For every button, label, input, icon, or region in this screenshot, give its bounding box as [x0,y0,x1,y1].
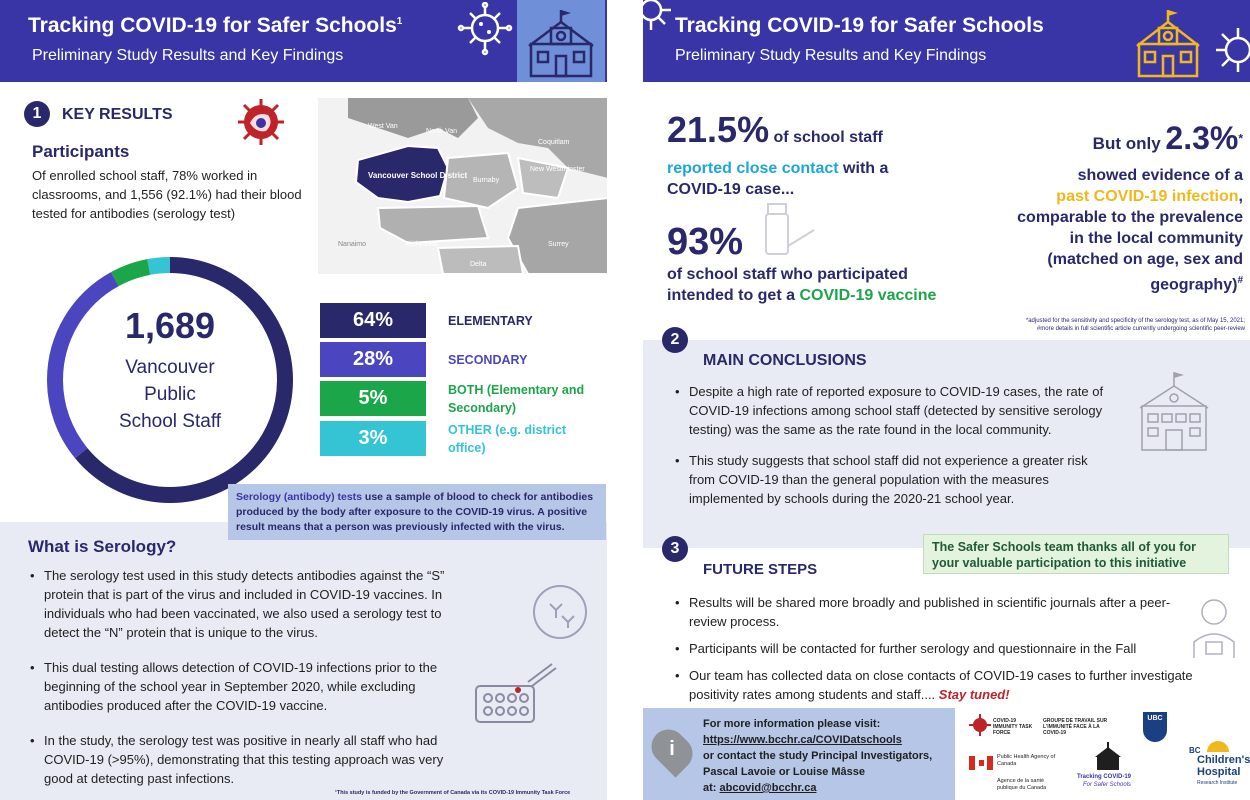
serology-bullets [26,566,466,788]
school-outline-icon [1138,368,1210,454]
stat-past-infection [959,118,1243,295]
map-label-coquitlam: Coquitlam [538,139,570,146]
participants-heading: Participants [32,142,130,161]
key-results-heading: KEY RESULTS [62,106,173,123]
stat-close-contact [667,110,957,200]
citf-fr: GROUPE DE TRAVAIL SUR L'IMMUNITÉ FACE À LA COVID-19 [1043,718,1108,736]
breakdown-label: BOTH (Elementary and Secondary) [448,383,585,415]
contact-email-prefix: at: [703,782,720,794]
citf-logo-icon [969,714,991,736]
stat-past-infection-comma: , [1238,188,1243,205]
map-label-richmond: Richmond [406,241,438,248]
section-number-1: 1 [24,101,50,127]
conclusion-bullet: • This study suggests that school staff did not experience a greater risk from COVID-19 than the general population with the measures implemented by schools during the 2020-21 school year. [671,451,1111,508]
thanks-line1: The Safer Schools team thanks all of you for [932,540,1196,554]
map-label-burnaby: Burnaby [473,177,500,184]
total-staff-label-3: School Staff [118,411,222,432]
future-bullet: • Our team has collected data on close contacts of COVID-19 cases to further investigate positivity rates among students and staff.... Stay tuned! [671,666,1201,704]
conclusions-bullets [671,382,1111,508]
footnote-1: *adjusted for the sensitivity and specificity of the serology test, as of May 15, 2021; [1025,318,1245,324]
right-page [643,0,1250,800]
footnotes [883,317,1245,333]
contact-line1: For more information please visit: [703,718,881,730]
breakdown-value: 5% [320,381,426,416]
future-bullet: • Participants will be contacted for further serology and questionnaire in the Fall [671,639,1201,658]
contact-link[interactable]: https://www.bcchr.ca/COVIDatschools [703,734,902,746]
breakdown-row-both [320,381,600,416]
virus-icon [643,0,679,38]
blood-sample-icon [472,660,562,730]
map-label-delta: Delta [470,261,487,268]
map-label-west-van: West Van [368,123,398,130]
breakdown-value: 64% [320,303,426,338]
total-staff-value: 1,689 [124,305,216,346]
left-banner-title: Tracking COVID-19 for Safer Schools$^1$ [28,14,403,37]
thanks-line2: your valuable participation to this initiative [932,556,1187,570]
stat-vaccine-intent [667,220,997,306]
staff-donut [40,250,300,510]
contact-box [643,708,955,800]
left-banner [0,0,607,82]
contact-email-link[interactable]: abcovid@bcchr.ca [719,782,817,794]
stat-past-infection-line6: geography) [1150,276,1238,294]
participants-text: Of enrolled school staff, 78% worked in classrooms, and 1,556 (92.1%) had their blood tested for antibodies (serology test) [32,168,302,221]
ubc-logo [1143,712,1167,742]
contact-line2: or contact the study Principal Investigators, [703,750,933,762]
map-label-new-westminster: New Westminster [530,166,585,173]
section-number-2: 2 [662,327,688,353]
logo-area [959,710,1250,800]
total-staff-label-1: Vancouver [125,357,215,378]
serology-bullet: • In the study, the serology test was positive in nearly all staff who had COVID-19 (>95%), demonstrating that this testing approach was very good at detecting past infections. [26,731,466,788]
map-label-nanaimo: Nanaimo [338,241,367,248]
ubc-text: UBC [1147,715,1163,722]
school-logo-box [517,0,605,82]
antibody-icon [530,582,590,642]
future-bullets [671,593,1201,704]
stat-past-infection-line3: comparable to the prevalence [1017,209,1243,226]
stat-vaccine-highlight: COVID-19 vaccine [799,287,937,304]
breakdown-value: 3% [320,421,426,456]
map-label-vancouver-school-district: Vancouver School District [368,171,468,180]
bcch-sub: Research Institute [1197,780,1238,786]
stay-tuned: Stay tuned! [938,687,1010,702]
virus-red-icon [232,93,290,151]
map-label-north-van: North Van [426,128,457,135]
stat-past-infection-prefix: But only [1092,134,1166,153]
contact-line3: Pascal Lavoie or Louise Mâsse [703,766,866,778]
footnote-2: #more details in full scientific article currently undergoing scientific peer-review [1036,326,1245,332]
stat-past-infection-line6-sup: # [1237,275,1243,286]
canada-flag-icon [969,756,993,770]
left-banner-subtitle: Preliminary Study Results and Key Findings [32,47,344,64]
bcch-sun-icon [1205,738,1231,752]
serology-note-bold: Serology (antibody) tests [236,491,363,503]
stat-vaccine-value: 93% [667,221,744,263]
section-number-3: 3 [662,536,688,562]
serology-bullet: • The serology test used in this study detects antibodies against the “S” protein that is part of the virus and included in COVID-19 vaccines. In individuals who had been vaccinated, we also used a serology test to detect the “N” protein that is unique to the virus. [26,566,466,642]
stat-close-contact-highlight: reported close contact [667,160,839,177]
bcch-bc: BC [1189,746,1201,755]
phac-en: Public Health Agency of Canada [997,754,1056,767]
stat-past-infection-value: 2.3% [1165,120,1239,156]
right-banner-title: Tracking COVID-19 for Safer Schools [675,14,1044,37]
bcch-name-2: Hospital [1197,766,1241,778]
conclusions-heading: MAIN CONCLUSIONS [703,352,867,369]
stat-close-contact-value: 21.5% [667,109,770,150]
school-icon [1133,2,1203,80]
stat-past-infection-sup: * [1238,131,1243,146]
phac-fr: Agence de la santé publique du Canada [997,778,1047,791]
stat-past-infection-highlight: past COVID-19 infection [1056,188,1239,205]
what-is-serology-heading: What is Serology? [28,537,177,556]
stat-past-infection-line1: showed evidence of a [1077,167,1243,184]
contact-text [703,716,953,796]
researcher-icon [1188,592,1240,660]
future-bullet: • Results will be shared more broadly and published in scientific journals after a peer-review process. [671,593,1201,631]
breakdown-row-secondary [320,342,600,377]
virus-icon [455,2,525,62]
left-page [0,0,607,800]
district-map [318,98,607,274]
stat-past-infection-line4: in the local community [1069,230,1243,247]
breakdown-row-elementary [320,303,600,338]
tracking-logo-icon [1095,742,1121,770]
breakdown-label: SECONDARY [448,353,528,367]
serology-bullet: • This dual testing allows detection of COVID-19 infections prior to the beginning of the school year in September 2020, while excluding antibodies produced after the COVID-19 vaccine. [26,658,466,715]
map-label-surrey: Surrey [548,241,569,248]
stat-vaccine-text1: of school staff who participated [667,266,908,283]
stat-close-contact-text3: COVID-19 case... [667,181,795,198]
virus-icon [1208,20,1250,80]
right-banner-subtitle: Preliminary Study Results and Key Findings [675,47,987,64]
serology-note-text: use a sample of blood to check for antibodies produced by the body after exposure to the COVID-19 virus. A positive result means that a person was previously infected with the virus. [236,491,594,533]
stat-close-contact-text1: of school staff [769,129,883,146]
future-heading: FUTURE STEPS [703,561,818,578]
breakdown-label: OTHER (e.g. district office) [448,423,567,455]
tracking-logo-sub: For Safer Schools [1083,782,1132,788]
thanks-box [923,534,1229,574]
stat-past-infection-line5: (matched on age, sex and [1047,251,1243,268]
serology-note [228,484,606,540]
conclusion-bullet: • Despite a high rate of reported exposure to COVID-19 cases, the rate of COVID-19 infections among school staff (detected by sensitive serology testing) was the same as the rate found in the local community. [671,382,1111,439]
funding-footnote: ¹This study is funded by the Government of Canada via its COVID-19 Immunity Task Force [335,790,571,796]
tracking-logo-text: Tracking COVID-19 [1077,774,1132,780]
stat-close-contact-text2: with a [838,160,889,177]
bcch-name-1: Children's [1197,754,1250,766]
breakdown-value: 28% [320,342,426,377]
stat-vaccine-text2: intended to get a [667,287,800,304]
right-banner [643,0,1250,82]
breakdown-label: ELEMENTARY [448,314,533,328]
info-icon-letter: i [669,738,675,760]
citf-en: COVID-19 IMMUNITY TASK FORCE [993,718,1033,736]
school-icon [517,0,605,82]
breakdown-row-other [320,421,600,456]
total-staff-label-2: Public [144,384,196,405]
